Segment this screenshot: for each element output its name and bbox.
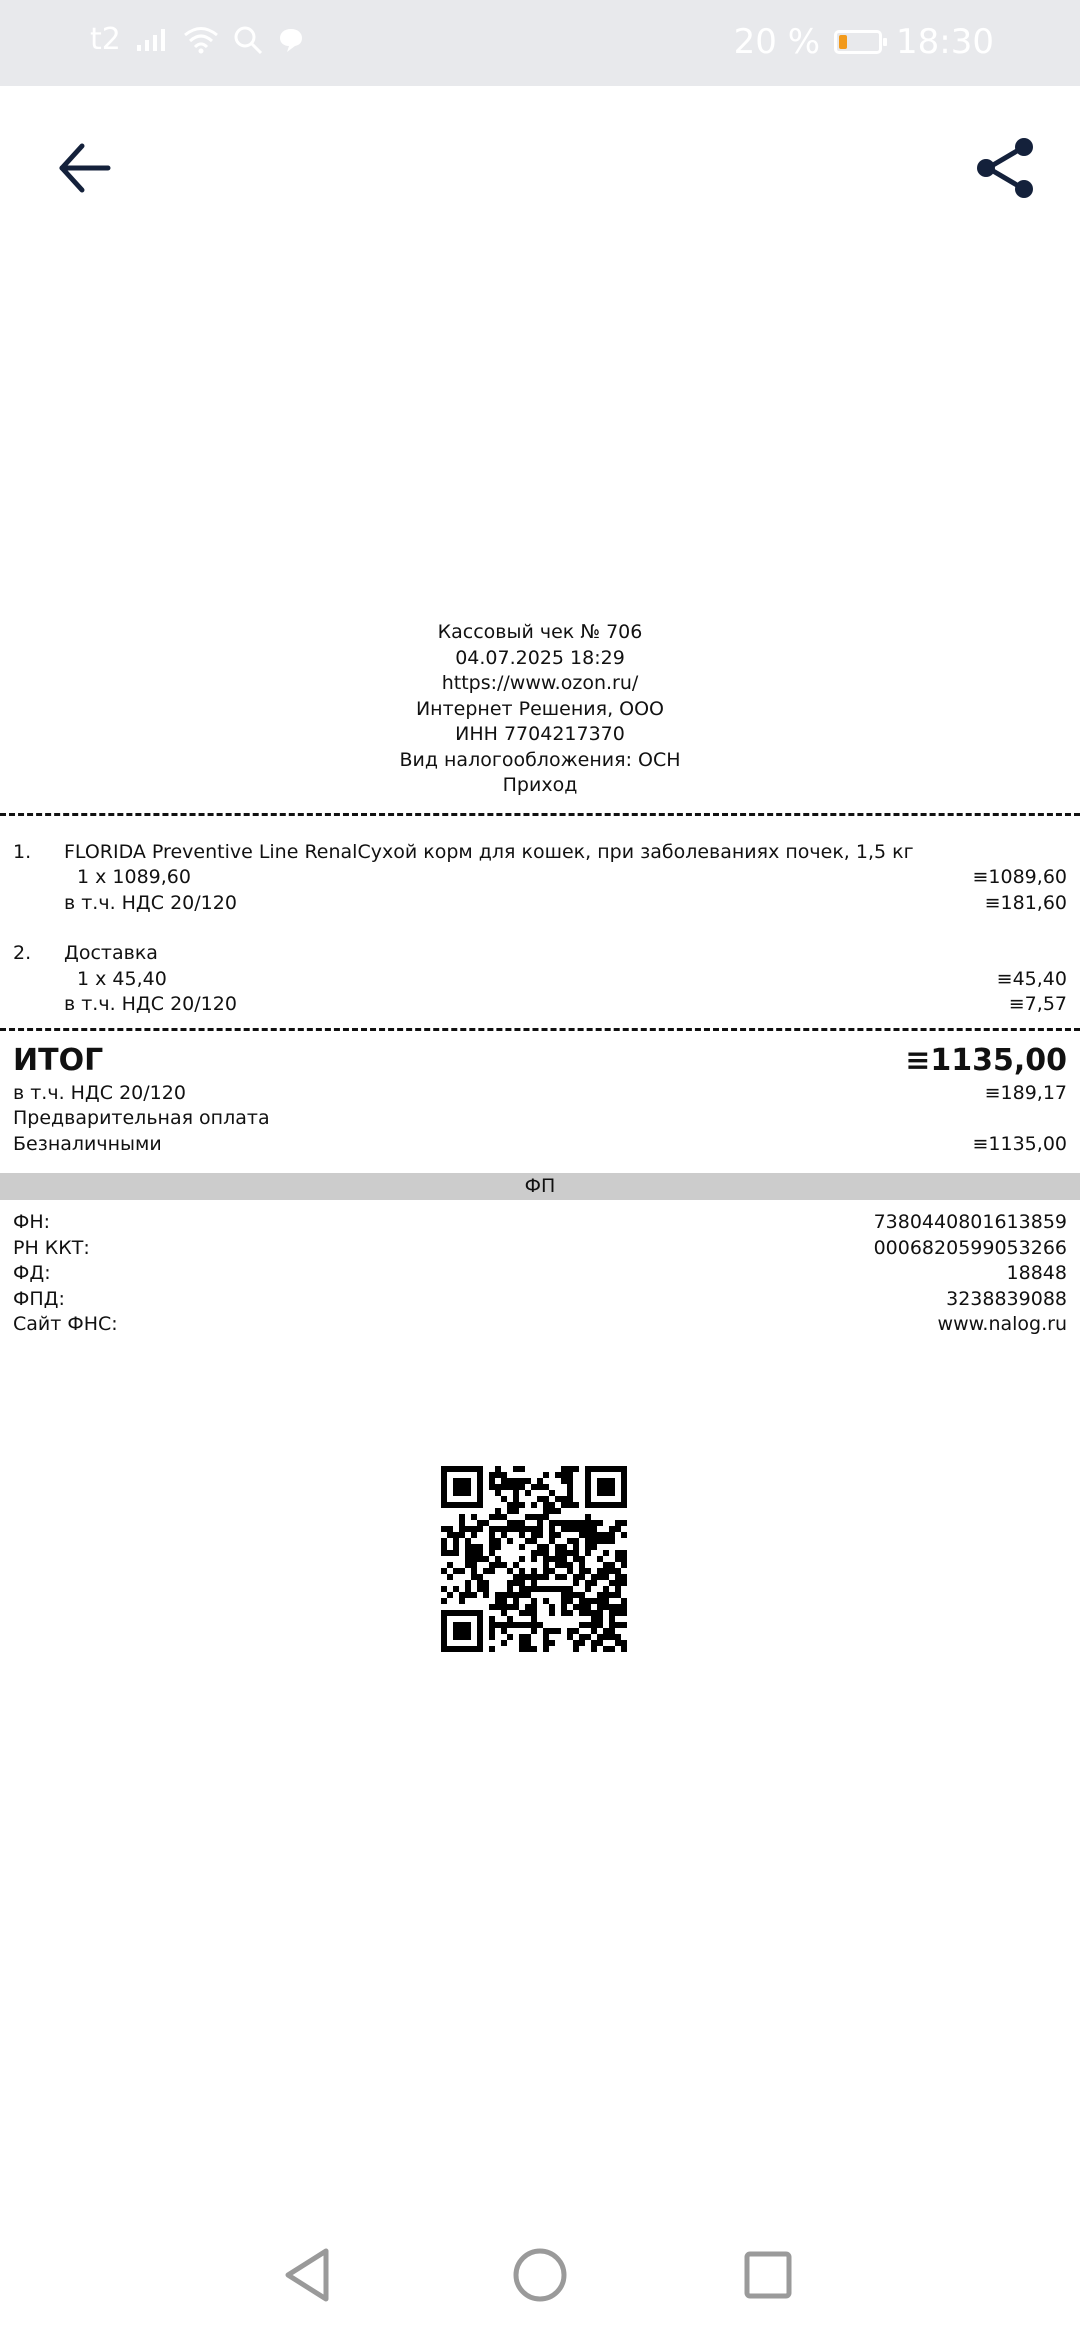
item-vat-sum: ≡7,57 xyxy=(1008,993,1067,1015)
cashless-label: Безналичными xyxy=(13,1132,162,1155)
battery-icon xyxy=(834,30,882,54)
fiscal-row xyxy=(13,1210,1067,1236)
status-bar xyxy=(0,0,1080,86)
item-sum: ≡1089,60 xyxy=(972,866,1067,888)
receipt-items xyxy=(0,816,1080,1028)
total-value: ≡1135,00 xyxy=(905,1042,1067,1078)
qr-modules xyxy=(441,1466,627,1652)
fiscal-value: 0006820599053266 xyxy=(873,1236,1067,1259)
carrier-label: t2 xyxy=(90,22,121,57)
arrow-left-icon xyxy=(54,138,114,198)
battery-level xyxy=(839,35,847,49)
receipt-totals xyxy=(0,1031,1080,1168)
back-button[interactable] xyxy=(44,128,124,208)
fiscal-value: 3238839088 xyxy=(946,1287,1067,1310)
circle-home-icon xyxy=(510,2245,570,2305)
receipt-datetime: 04.07.2025 18:29 xyxy=(455,646,625,669)
item-vat-label: в т.ч. НДС 20/120 xyxy=(64,993,237,1015)
list-item xyxy=(13,840,1067,917)
total-vat-label: в т.ч. НДС 20/120 xyxy=(13,1081,186,1104)
tax-system: Вид налогообложения: ОСН xyxy=(399,748,681,771)
clock: 18:30 xyxy=(896,22,994,62)
prepayment-label: Предварительная оплата xyxy=(13,1107,270,1129)
search-icon xyxy=(233,25,263,55)
item-name: Доставка xyxy=(64,942,158,964)
system-nav-bar xyxy=(0,2210,1080,2340)
fiscal-label: РН ККТ: xyxy=(13,1236,90,1259)
battery-percent: 20 % xyxy=(733,22,821,62)
fiscal-label: ФД: xyxy=(13,1262,51,1284)
fiscal-value: 18848 xyxy=(1006,1262,1067,1284)
seller-inn: ИНН 7704217370 xyxy=(455,723,625,745)
receipt-number: Кассовый чек № 706 xyxy=(437,621,643,643)
fiscal-value: www.nalog.ru xyxy=(937,1313,1067,1335)
status-left xyxy=(90,22,305,57)
item-qty: 1 x 45,40 xyxy=(77,967,167,990)
total-label: ИТОГ xyxy=(13,1042,104,1078)
square-recents-icon xyxy=(738,2245,798,2305)
item-qty: 1 x 1089,60 xyxy=(77,866,191,888)
total-vat-value: ≡189,17 xyxy=(984,1081,1067,1104)
wifi-icon xyxy=(183,26,219,54)
fiscal-row xyxy=(13,1312,1067,1338)
receipt-header xyxy=(0,620,1080,799)
receipt xyxy=(0,620,1080,1348)
chat-icon xyxy=(277,26,305,54)
operation-type: Приход xyxy=(502,774,578,796)
status-right xyxy=(734,22,994,62)
triangle-back-icon xyxy=(280,2245,336,2305)
fp-section-header: ФП xyxy=(0,1173,1080,1200)
signal-icon xyxy=(135,27,169,53)
fiscal-row xyxy=(13,1236,1067,1262)
item-name: FLORIDA Preventive Line RenalСухой корм для кошек, при заболеваниях почек, 1,5 кг xyxy=(64,840,914,863)
share-icon xyxy=(974,136,1038,200)
item-vat-sum: ≡181,60 xyxy=(984,891,1067,914)
fiscal-data xyxy=(0,1200,1080,1348)
item-number: 1. xyxy=(13,840,32,863)
seller-name: Интернет Решения, ООО xyxy=(415,697,665,720)
fiscal-label: Сайт ФНС: xyxy=(13,1313,118,1335)
item-vat-label: в т.ч. НДС 20/120 xyxy=(64,891,237,914)
nav-back-button[interactable] xyxy=(273,2240,343,2310)
fiscal-label: ФПД: xyxy=(13,1287,65,1310)
nav-home-button[interactable] xyxy=(505,2240,575,2310)
fiscal-label: ФН: xyxy=(13,1211,51,1233)
nav-recents-button[interactable] xyxy=(733,2240,803,2310)
qr-code xyxy=(441,1466,627,1652)
fiscal-row xyxy=(13,1261,1067,1287)
cashless-value: ≡1135,00 xyxy=(972,1132,1067,1155)
item-sum: ≡45,40 xyxy=(996,967,1067,990)
share-button[interactable] xyxy=(966,128,1046,208)
list-item xyxy=(13,941,1067,1018)
seller-site: https://www.ozon.ru/ xyxy=(441,672,639,694)
fiscal-row xyxy=(13,1287,1067,1313)
item-number: 2. xyxy=(13,942,32,964)
fiscal-value: 7380440801613859 xyxy=(873,1211,1067,1233)
